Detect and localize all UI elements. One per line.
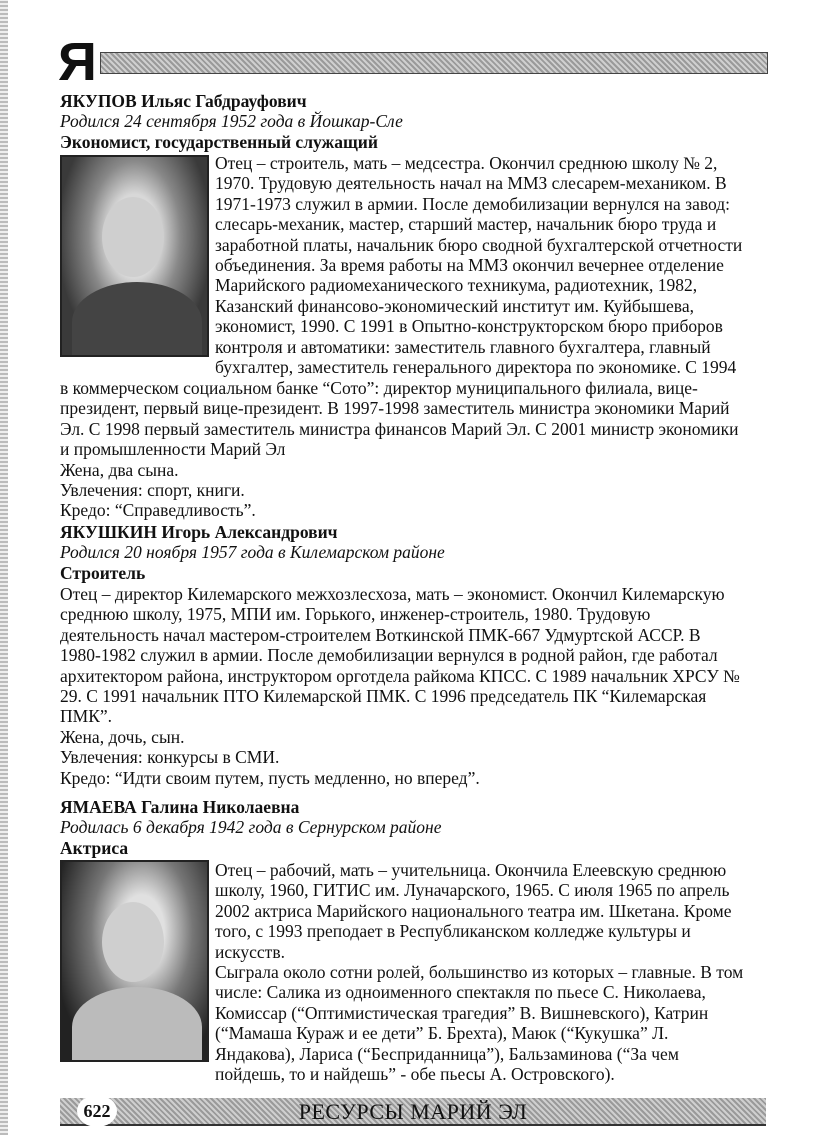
bio-line: Кредо: “Справедливость”. xyxy=(60,500,256,521)
bio-line: школу, 1960, ГИТИС им. Луначарского, 1965. С июля 1965 по апрель xyxy=(215,880,730,901)
entry-surname: ЯКУПОВ xyxy=(60,91,137,111)
bio-line: 1970. Трудовую деятельность начал на ММЗ слесарем-механиком. В xyxy=(215,173,727,194)
bio-line: архитектором района, инструктором орготдела райкома КПСС. С 1989 начальник ХРСУ № xyxy=(60,665,740,686)
entry-given-name: Ильяс Габдрауфович xyxy=(141,91,307,111)
section-letter: Я xyxy=(58,32,97,92)
entry-profession: Актриса xyxy=(60,837,129,858)
bio-line: и промышленности Марий Эл xyxy=(60,439,286,460)
page-spine-shadow xyxy=(0,0,8,1135)
page-number: 622 xyxy=(77,1095,117,1127)
entry-profession: Экономист, государственный служащий xyxy=(60,131,378,152)
bio-line: Кредо: “Идти своим путем, пусть медленно, но вперед”. xyxy=(60,767,480,788)
entry-surname: ЯМАЕВА xyxy=(60,797,137,817)
bio-line: Яндакова), Лариса (“Бесприданница”), Бальзаминова (“За чем xyxy=(215,1043,679,1064)
entry-surname: ЯКУШКИН xyxy=(60,522,157,542)
entry-birth: Родилась 6 декабря 1942 года в Сернурском районе xyxy=(60,817,442,838)
bio-line: 29. С 1991 начальник ПТО Килемарской ПМК. С 1996 председатель ПК “Килемарская xyxy=(60,686,707,707)
entry-bio-column xyxy=(215,153,742,377)
bio-line: того, с 1993 преподает в Республиканском колледже культуры и xyxy=(215,921,691,942)
entry-bio xyxy=(60,378,738,521)
bio-line: контроля и автоматики: заместитель главного бухгалтера, главный xyxy=(215,336,711,357)
bio-line: деятельность начал мастером-строителем Воткинской ПМК-667 Удмуртской АССР. В xyxy=(60,624,701,645)
bio-line: числе: Салика из одноименного спектакля по пьесе С. Николаева, xyxy=(215,982,706,1003)
bio-line: 1971-1973 служил в армии. После демобилизации вернулся на завод: xyxy=(215,193,731,214)
bio-line: слесарь-механик, мастер, старший мастер, начальник бюро труда и xyxy=(215,214,717,235)
bio-line: в коммерческом социальном банке “Сото”: директор муниципального филиала, вице- xyxy=(60,378,698,398)
bio-line: Увлечения: конкурсы в СМИ. xyxy=(60,747,280,768)
bio-line: Сыграла около сотни ролей, большинство из которых – главные. В том xyxy=(215,962,744,983)
bio-line: Марийского радиомеханического техникума, радиотехник, 1982, xyxy=(215,275,698,296)
bio-line: (“Мамаша Кураж и ее дети” Б. Брехта), Маюк (“Кукушка” Л. xyxy=(215,1023,669,1044)
bio-line: объединения. За время работы на ММЗ окончил вечернее отделение xyxy=(215,255,724,276)
section-header-bar xyxy=(100,52,768,74)
entry-birth: Родился 24 сентября 1952 года в Йошкар-Сле xyxy=(60,111,403,132)
bio-line: Отец – директор Килемарского межхозлесхоза, мать – экономист. Окончил Килемарскую xyxy=(60,584,725,604)
bio-line: экономист, 1990. С 1991 в Опытно-конструкторском бюро приборов xyxy=(215,316,723,337)
bio-line: искусств. xyxy=(215,941,285,962)
bio-line: Казанский финансово-экономический институт им. Куйбышева, xyxy=(215,295,694,316)
page-footer xyxy=(60,1098,766,1126)
bio-line: пойдешь, то и найдешь” - обе пьесы А. Островского). xyxy=(215,1064,615,1085)
bio-line: 2002 актриса Марийского национального театра им. Шкетана. Кроме xyxy=(215,900,732,921)
entry-header xyxy=(60,91,403,152)
entry-given-name: Галина Николаевна xyxy=(141,797,300,817)
bio-line: заработной платы, начальник бюро сводной бухгалтерской отчетности xyxy=(215,234,743,255)
entry-bio-column xyxy=(215,860,743,1084)
bio-line: Комиссар (“Оптимистическая трагедия” В. Вишневского), Катрин xyxy=(215,1002,709,1023)
running-head: РЕСУРСЫ МАРИЙ ЭЛ xyxy=(298,1099,528,1124)
entry-given-name: Игорь Александрович xyxy=(161,522,338,542)
bio-line: Эл. С 1998 первый заместитель министра финансов Марий Эл. С 2001 министр экономики xyxy=(60,418,739,439)
bio-line: Отец – строитель, мать – медсестра. Окончил среднюю школу № 2, xyxy=(215,153,718,173)
bio-line: президент, первый вице-президент. В 1997-1998 заместитель министра экономики Марий xyxy=(60,398,730,419)
bio-line: Увлечения: спорт, книги. xyxy=(60,480,245,501)
entry-header xyxy=(60,522,445,583)
bio-line: 1980-1982 служил в армии. После демобилизации вернулся в родной район, где работал xyxy=(60,645,718,666)
bio-line: среднюю школу, 1975, МПИ им. Горького, инженер-строитель, 1980. Трудовую xyxy=(60,604,651,625)
bio-line: Жена, дочь, сын. xyxy=(60,726,185,747)
entry-header xyxy=(60,797,441,858)
portrait-photo xyxy=(60,155,209,357)
entry-birth: Родился 20 ноября 1957 года в Килемарском районе xyxy=(60,542,445,563)
entry-bio xyxy=(60,584,740,788)
bio-line: бухгалтер, заместитель генерального директора по экономике. С 1994 xyxy=(215,357,737,378)
entry-profession: Строитель xyxy=(60,562,146,583)
bio-line: Отец – рабочий, мать – учительница. Окончила Елеевскую среднюю xyxy=(215,860,727,880)
bio-line: ПМК”. xyxy=(60,706,113,727)
portrait-photo xyxy=(60,860,209,1062)
bio-line: Жена, два сына. xyxy=(60,459,179,480)
